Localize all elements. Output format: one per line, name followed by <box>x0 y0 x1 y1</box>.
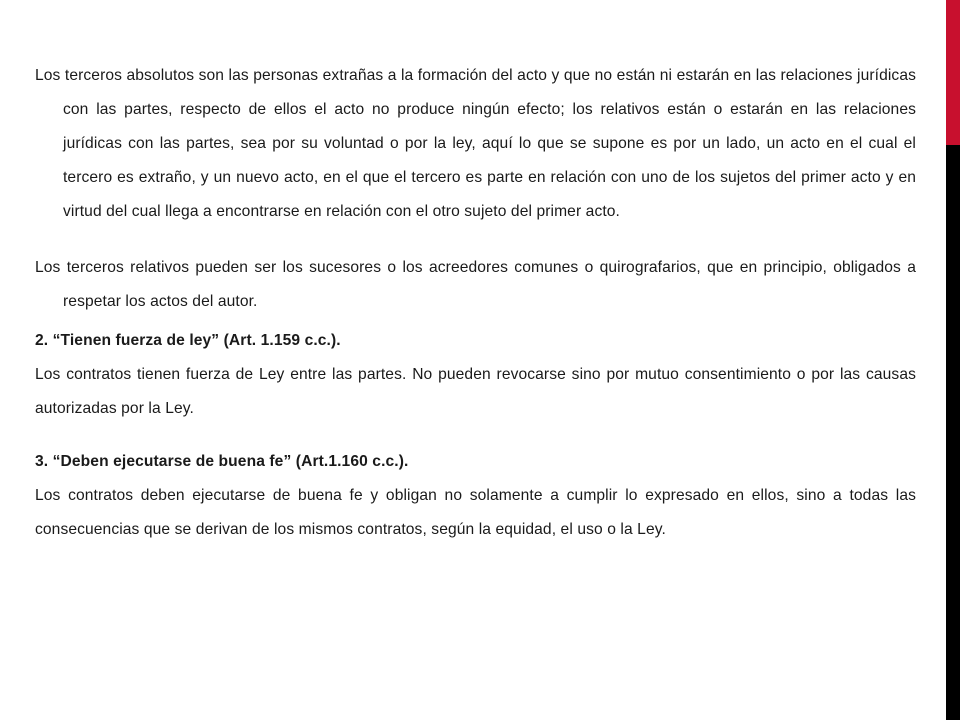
accent-bar-black <box>946 145 960 720</box>
accent-bar-red <box>946 0 960 145</box>
section-body-fuerza-de-ley: Los contratos tienen fuerza de Ley entre las partes. No pueden revocarse sino por mutuo consentimiento o por las causas autorizadas por la Ley. <box>35 366 916 417</box>
paragraph-terceros-relativos: Los terceros relativos pueden ser los sucesores o los acreedores comunes o quirografarios, que en principio, obligados a respetar los actos del autor. <box>35 259 916 310</box>
paragraph-terceros-absolutos: Los terceros absolutos son las personas extrañas a la formación del acto y que no están ni estarán en las relaciones jurídicas con las partes, respecto de ellos el acto no produce ningún efecto; los relativos están o estarán en las relaciones jurídicas con las partes, sea por su voluntad o por la ley, aquí lo que se supone es por un lado, un acto en el cual el tercero es extraño, y un nuevo acto, en el que el tercero es parte en relación con uno de los sujetos del primer acto y en virtud del cual llega a encontrarse en relación con el otro sujeto del primer acto. <box>35 67 916 220</box>
section-body-buena-fe: Los contratos deben ejecutarse de buena fe y obligan no solamente a cumplir lo expresado en ellos, sino a todas las consecuencias que se derivan de los mismos contratos, según la equidad, el uso o la Ley. <box>35 487 916 538</box>
section-heading-buena-fe: 3. “Deben ejecutarse de buena fe” (Art.1.160 c.c.). <box>35 453 409 470</box>
slide-content <box>35 59 916 547</box>
section-heading-fuerza-de-ley: 2. “Tienen fuerza de ley” (Art. 1.159 c.c.). <box>35 332 341 349</box>
